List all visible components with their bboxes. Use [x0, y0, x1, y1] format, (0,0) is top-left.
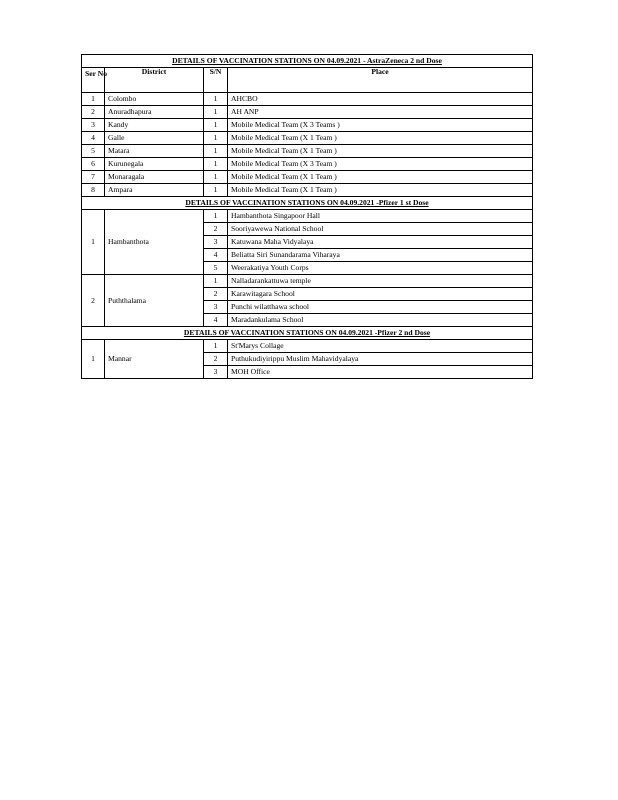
sn-cell: 1	[204, 210, 228, 223]
ser-cell: 1	[82, 340, 105, 379]
table-row	[82, 145, 533, 158]
ser-cell: 1	[82, 210, 105, 275]
vaccination-stations-table	[81, 54, 533, 379]
ser-cell: 2	[82, 106, 105, 119]
ser-cell: 6	[82, 158, 105, 171]
table-row	[82, 119, 533, 132]
place-cell: Mobile Medical Team (X 1 Team )	[228, 132, 533, 145]
sn-cell: 4	[204, 314, 228, 327]
table-row	[82, 132, 533, 145]
place-cell: AH ANP	[228, 106, 533, 119]
sn-cell: 2	[204, 353, 228, 366]
ser-cell: 4	[82, 132, 105, 145]
header-district: District	[105, 68, 204, 93]
sn-cell: 1	[204, 145, 228, 158]
place-cell: Maradankulama School	[228, 314, 533, 327]
district-cell: Matara	[105, 145, 204, 158]
sn-cell: 1	[204, 184, 228, 197]
place-cell: Nalladarankattuwa temple	[228, 275, 533, 288]
sn-cell: 3	[204, 301, 228, 314]
ser-cell: 7	[82, 171, 105, 184]
sn-cell: 3	[204, 366, 228, 379]
table-row	[82, 171, 533, 184]
place-cell: Sooriyawewa National School	[228, 223, 533, 236]
district-cell: Monaragala	[105, 171, 204, 184]
section-title: DETAILS OF VACCINATION STATIONS ON 04.09.2021 -Pfizer 2 nd Dose	[82, 327, 533, 340]
ser-cell: 1	[82, 93, 105, 106]
place-cell: Karawitagara School	[228, 288, 533, 301]
header-row	[82, 68, 533, 93]
place-cell: Mobile Medical Team (X 3 Team )	[228, 158, 533, 171]
place-cell: Mobile Medical Team (X 1 Team )	[228, 145, 533, 158]
header-sn: S/N	[204, 68, 228, 93]
ser-cell: 8	[82, 184, 105, 197]
district-cell: Anuradhapura	[105, 106, 204, 119]
sn-cell: 1	[204, 275, 228, 288]
district-cell: Puththalama	[105, 275, 204, 327]
district-cell: Kurunegala	[105, 158, 204, 171]
place-cell: St'Marys Collage	[228, 340, 533, 353]
section-title-row	[82, 55, 533, 68]
place-cell: Punchi wilatthawa school	[228, 301, 533, 314]
header-ser-no: Ser No	[82, 68, 105, 93]
ser-cell: 2	[82, 275, 105, 327]
district-cell: Kandy	[105, 119, 204, 132]
place-cell: Beliatta Siri Sunandarama Viharaya	[228, 249, 533, 262]
header-place: Place	[228, 68, 533, 93]
sn-cell: 4	[204, 249, 228, 262]
sn-cell: 1	[204, 93, 228, 106]
district-cell: Colombo	[105, 93, 204, 106]
ser-cell: 3	[82, 119, 105, 132]
section-title-row	[82, 327, 533, 340]
sn-cell: 1	[204, 119, 228, 132]
place-cell: Puthukudiyirippu Muslim Mahavidyalaya	[228, 353, 533, 366]
sn-cell: 2	[204, 223, 228, 236]
section-title-row	[82, 197, 533, 210]
table-row	[82, 184, 533, 197]
place-cell: Weerakatiya Youth Corps	[228, 262, 533, 275]
sn-cell: 1	[204, 158, 228, 171]
place-cell: AHCBO	[228, 93, 533, 106]
place-cell: Mobile Medical Team (X 1 Team )	[228, 171, 533, 184]
sn-cell: 1	[204, 132, 228, 145]
place-cell: Mobile Medical Team (X 3 Teams )	[228, 119, 533, 132]
table-row	[82, 158, 533, 171]
sn-cell: 1	[204, 171, 228, 184]
place-cell: Hambanthota Singapoor Hall	[228, 210, 533, 223]
sn-cell: 3	[204, 236, 228, 249]
district-cell: Galle	[105, 132, 204, 145]
district-cell: Ampara	[105, 184, 204, 197]
table-row	[82, 340, 533, 353]
place-cell: Mobile Medical Team (X 1 Team )	[228, 184, 533, 197]
section-title: DETAILS OF VACCINATION STATIONS ON 04.09.2021 - AstraZeneca 2 nd Dose	[82, 55, 533, 68]
sn-cell: 5	[204, 262, 228, 275]
sn-cell: 1	[204, 106, 228, 119]
place-cell: MOH Office	[228, 366, 533, 379]
ser-cell: 5	[82, 145, 105, 158]
table-row	[82, 93, 533, 106]
sn-cell: 1	[204, 340, 228, 353]
table-row	[82, 106, 533, 119]
table-row	[82, 210, 533, 223]
table-row	[82, 275, 533, 288]
district-cell: Hambanthota	[105, 210, 204, 275]
place-cell: Katuwana Maha Vidyalaya	[228, 236, 533, 249]
section-title: DETAILS OF VACCINATION STATIONS ON 04.09.2021 -Pfizer 1 st Dose	[82, 197, 533, 210]
district-cell: Mannar	[105, 340, 204, 379]
sn-cell: 2	[204, 288, 228, 301]
